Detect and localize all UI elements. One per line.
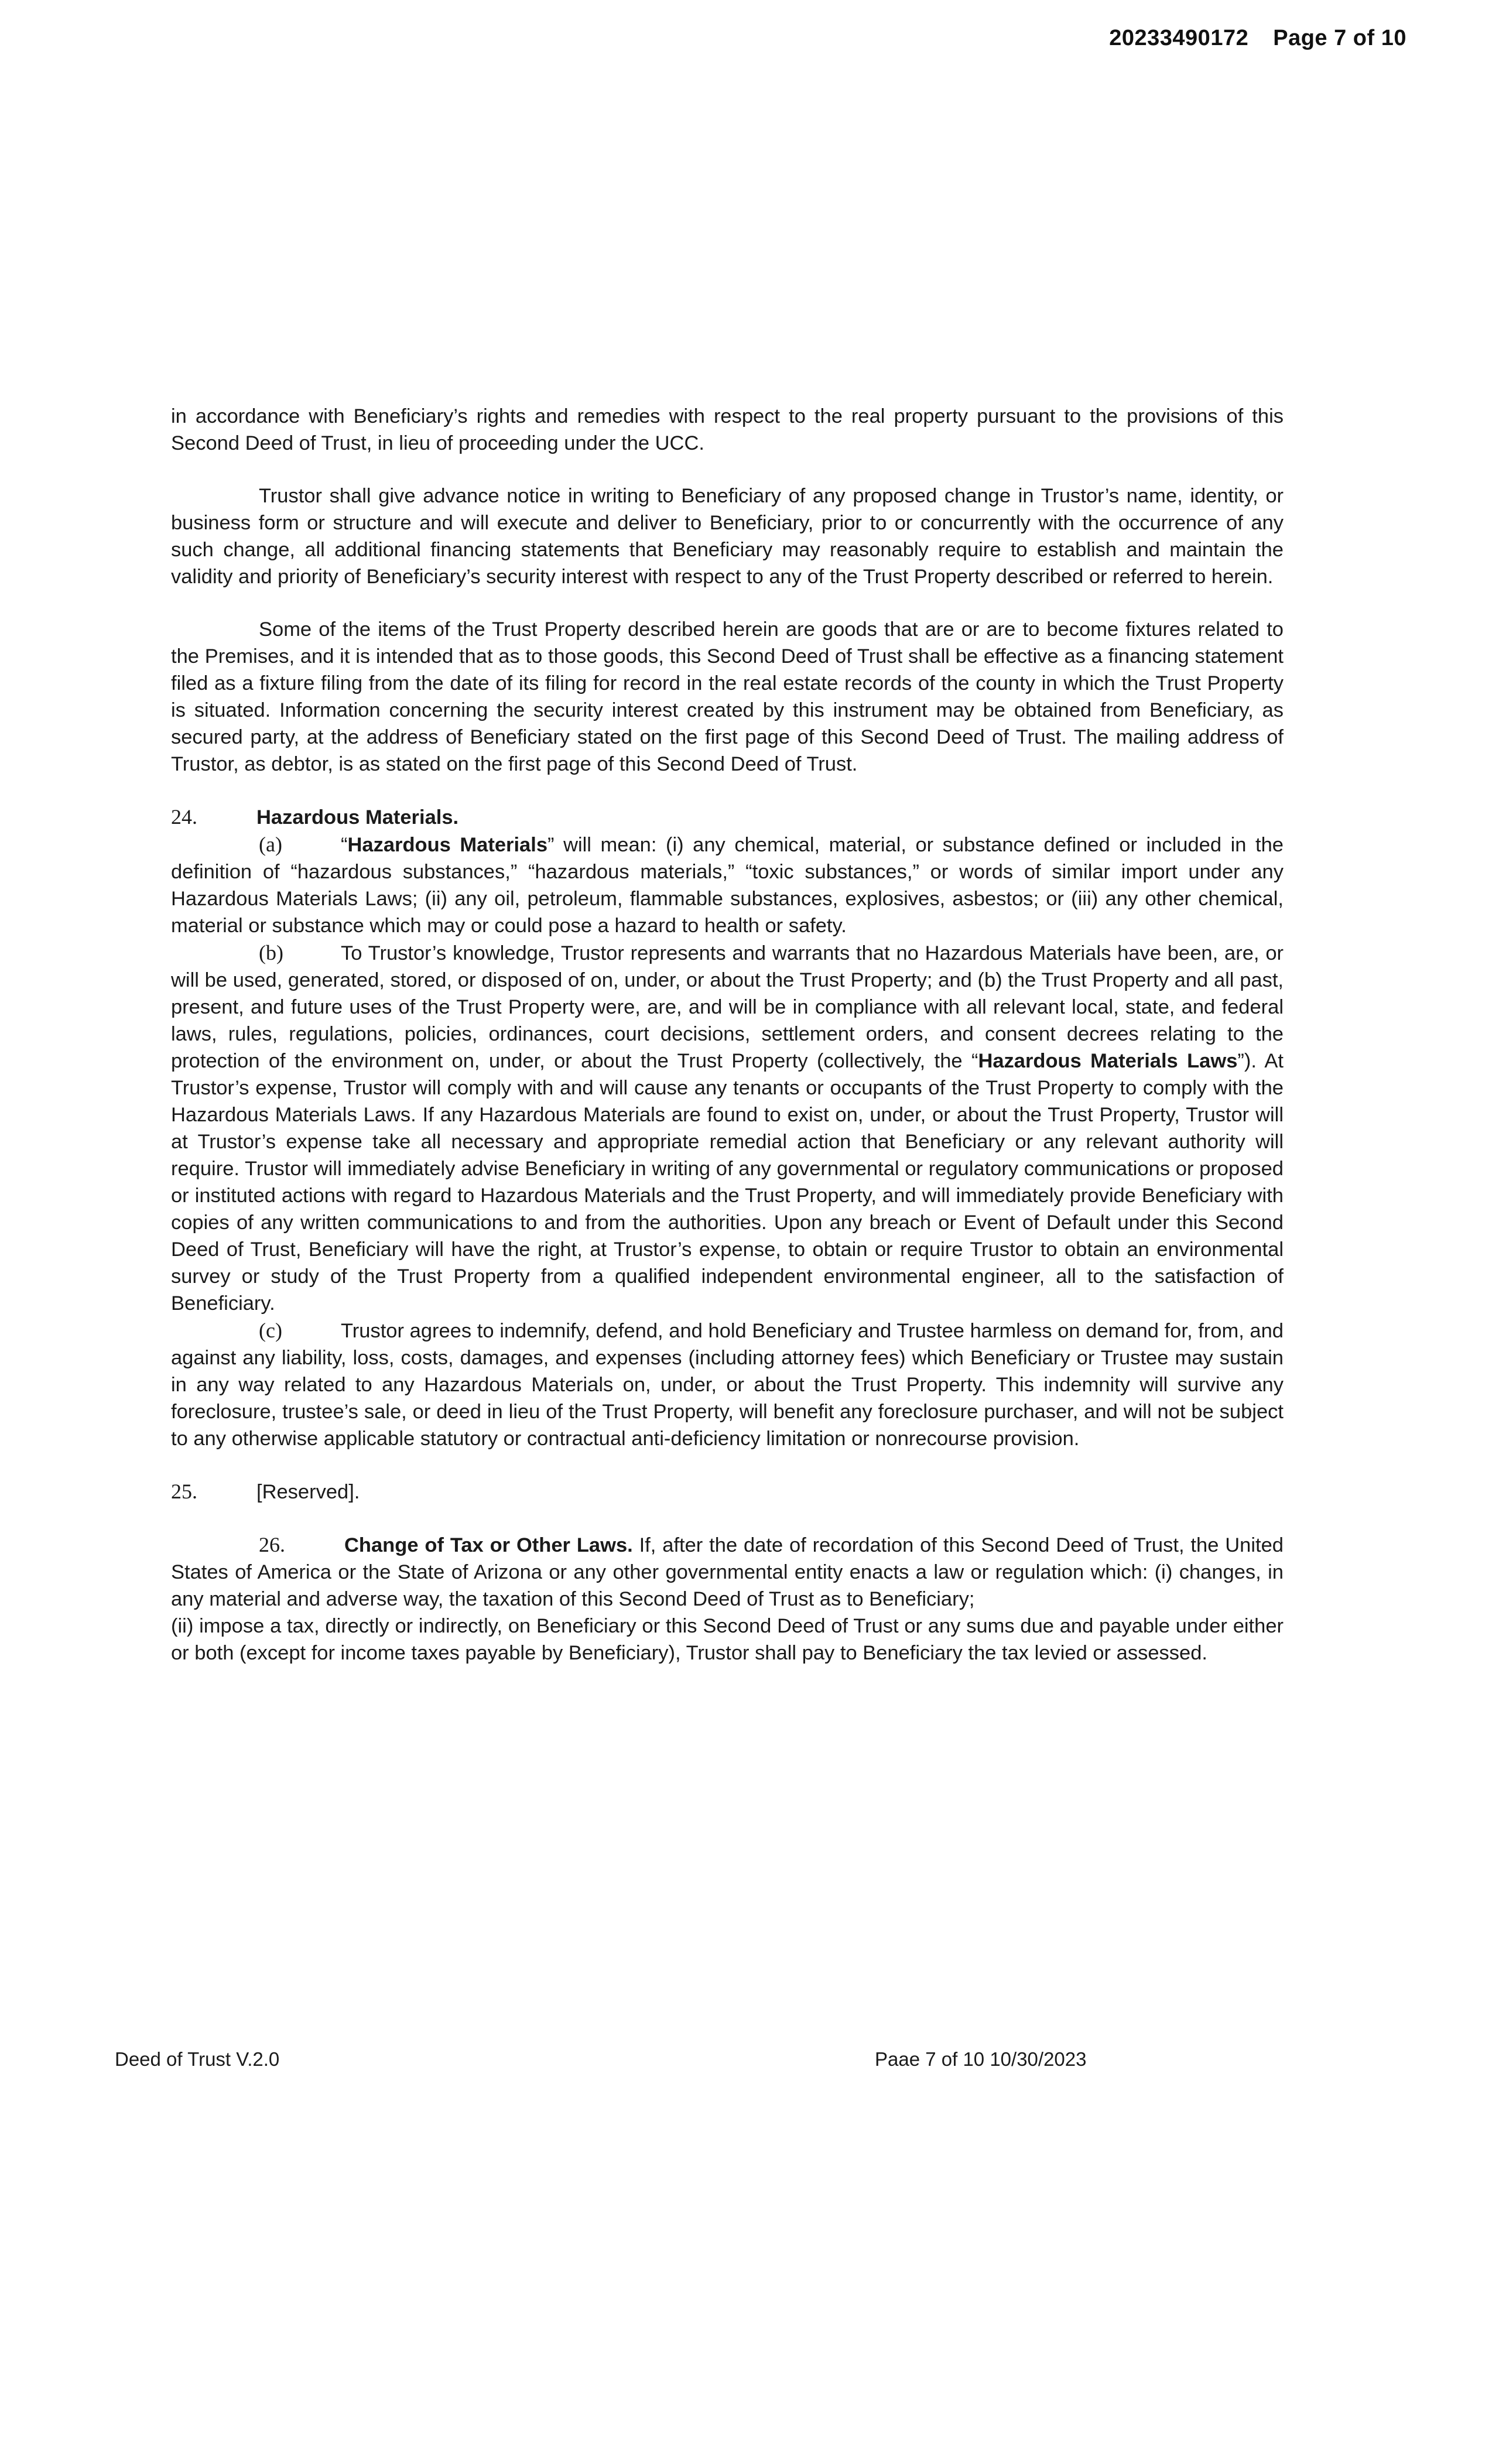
section-text: [Reserved]. (256, 1481, 360, 1503)
page-indicator: Page 7 of 10 (1273, 26, 1406, 50)
subsection-c: (c) Trustor agrees to indemnify, defend, and hold Beneficiary and Trustee harmless on demand for, from, and against any liability, loss, costs, damages, and expenses (including attorney fees) which Beneficiary or Trustee may sustain in any way related to any Hazardous Materials on, under, or about the Trust Property. This indemnity will survive any foreclosure, trustee’s sale, or deed in lieu of the Trust Property, will benefit any foreclosure purchaser, and will not be subject to any otherwise applicable statutory or contractual anti-deficiency limitation or nonrecourse provision. (171, 1317, 1284, 1452)
subsection-b: (b) To Trustor’s knowledge, Trustor represents and warrants that no Hazardous Materials have been, are, or will be used, generated, stored, or disposed of on, under, or about the Trust Property; and (b) the Trust Property and all past, present, and future uses of the Trust Property were, are, and will be in compliance with all relevant local, state, and federal laws, rules, regulations, policies, ordinances, court decisions, settlement orders, and consent decrees relating to the protection of the environment on, under, or about the Trust Property (collectively, the “Hazardous Materials Laws”). At Trustor’s expense, Trustor will comply with and will cause any tenants or occupants of the Trust Property to comply with the Hazardous Materials Laws. If any Hazardous Materials are found to exist on, under, or about the Trust Property, Trustor will at Trustor’s expense take all necessary and appropriate remedial action that Beneficiary or any relevant authority will require. Trustor will immediately advise Beneficiary in writing of any governmental or regulatory communications or proposed or instituted actions with regard to Hazardous Materials and the Trust Property, and will immediately provide Beneficiary with copies of any written communications to and from the authorities. Upon any breach or Event of Default under this Second Deed of Trust, Beneficiary will have the right, at Trustor’s expense, to obtain or require Trustor to obtain an environmental survey or study of the Trust Property from a qualified independent environmental engineer, all to the satisfaction of Beneficiary. (171, 939, 1284, 1317)
subsection-label: (c) (259, 1319, 282, 1342)
subsection-a: (a) “Hazardous Materials” will mean: (i) any chemical, material, or substance defined or included in the definition of “hazardous substances,” “hazardous materials,” “toxic substances,” or words of similar import under any Hazardous Materials Laws; (ii) any oil, petroleum, flammable substances, explosives, asbestos; or (iii) any other chemical, material or substance which may or could pose a hazard to health or safety. (171, 831, 1284, 939)
subsection-label: (b) (259, 941, 283, 964)
section-26-paragraph: 26. Change of Tax or Other Laws. If, after the date of recordation of this Second Deed of Trust, the United States of America or the State of Arizona or any other governmental entity enacts a law or regulation which: (i) changes, in any material and adverse way, the taxation of this Second Deed of Trust as to Beneficiary; (171, 1531, 1284, 1613)
section-heading (171, 803, 1284, 831)
paragraph-change-notice: Trustor shall give advance notice in writing to Beneficiary of any proposed change in Trustor’s name, identity, or business form or structure and will execute and deliver to Beneficiary, prior to or concurrently with the occurrence of any such change, all additional financing statements that Beneficiary may reasonably require to establish and maintain the validity and priority of Beneficiary’s security interest with respect to any of the Trust Property described or referred to herein. (171, 485, 1284, 588)
section-24-hazardous-materials (171, 803, 1284, 1452)
paragraph-fixture-filing: Some of the items of the Trust Property described herein are goods that are or are to become fixtures related to the Premises, and it is intended that as to those goods, this Second Deed of Trust shall be effective as a financing statement filed as a fixture filing from the date of its filing for record in the real estate records of the county in which the Trust Property is situated. Information concerning the security interest created by this instrument may be obtained from Beneficiary, as secured party, at the address of Beneficiary stated on the first page of this Second Deed of Trust. The mailing address of Trustor, as debtor, is as stated on the first page of this Second Deed of Trust. (171, 618, 1284, 775)
section-number: 24. (171, 805, 197, 829)
section-number: 25. (171, 1480, 197, 1503)
section-25-reserved (171, 1478, 1284, 1505)
document-body (171, 403, 1284, 1666)
footer-form-version: Deed of Trust V.2.0 (115, 2048, 280, 2070)
footer-page-date: Paae 7 of 10 10/30/2023 (875, 2048, 1087, 2070)
defined-term: Hazardous Materials (347, 834, 548, 856)
subsection-label: (a) (259, 833, 282, 856)
recording-stamp (1109, 26, 1406, 51)
section-number: 26. (259, 1533, 285, 1556)
defined-term: Hazardous Materials Laws (978, 1050, 1238, 1072)
section-title: Hazardous Materials. (256, 806, 459, 829)
paragraph-ucc-remedies: in accordance with Beneficiary’s rights and remedies with respect to the real property pursuant to the provisions of this Second Deed of Trust, in lieu of proceeding under the UCC. (171, 405, 1284, 454)
section-26-clause-ii: (ii) impose a tax, directly or indirectly, on Beneficiary or this Second Deed of Trust or any sums due and payable under either or both (except for income taxes payable by Beneficiary), Trustor shall pay to Beneficiary the tax levied or assessed. (171, 1615, 1284, 1664)
section-title: Change of Tax or Other Laws. (344, 1534, 633, 1556)
document-number: 20233490172 (1109, 26, 1249, 50)
section-26-change-of-tax (171, 1531, 1284, 1666)
